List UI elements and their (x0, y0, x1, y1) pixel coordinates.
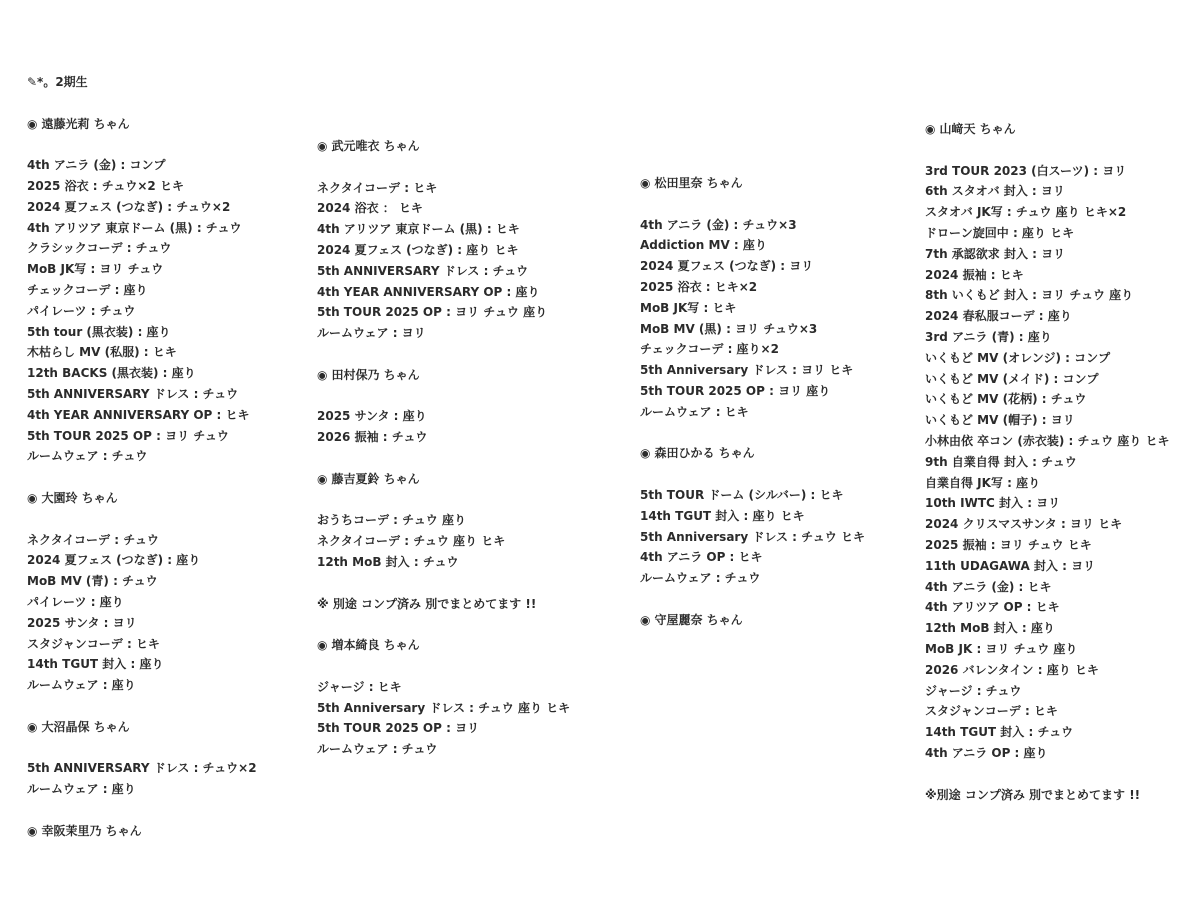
list-item: 14th TGUT 封入 : 座り (27, 657, 164, 672)
member-heading (640, 443, 920, 464)
member-heading (640, 173, 920, 194)
spacer (317, 490, 617, 511)
list-item: 5th ANNIVERSARY ドレス : チュウ×2 (27, 761, 257, 776)
member-name: 山﨑天 ちゃん (939, 122, 1016, 136)
list-item: いくもど MV (オレンジ) : コンプ (925, 350, 1111, 365)
list-item: スタジャンコーデ : ヒキ (27, 636, 160, 651)
list-item: 10th IWTC 封入 : ヨリ (925, 496, 1061, 511)
list-item: ネクタイコーデ : チュウ 座り ヒキ (317, 534, 506, 549)
member-name: 大沼晶保 ちゃん (41, 719, 130, 734)
member-name: 大園玲 ちゃん (41, 490, 118, 505)
list-item: 3rd TOUR 2023 (白スーツ) : ヨリ (925, 163, 1127, 178)
spacer (640, 589, 920, 610)
list-item: 5th TOUR 2025 OP : ヨリ チュウ 座り (317, 305, 548, 320)
member-heading (27, 717, 297, 738)
list-item: 5th Anniversary ドレス : チュウ ヒキ (640, 529, 865, 544)
spacer (27, 134, 297, 155)
list-item: おうちコーデ : チュウ 座り (317, 513, 466, 528)
bullet-circle-icon: ◉ (27, 719, 38, 734)
section-header: ✎*。2期生 (27, 75, 88, 89)
column-2 (317, 136, 617, 760)
member-name: 田村保乃 ちゃん (331, 367, 420, 382)
list-item: 木枯らし MV (私服) : ヒキ (27, 345, 177, 360)
member-name: 守屋麗奈 ちゃん (654, 612, 743, 627)
spacer (640, 423, 920, 444)
bullet-circle-icon: ◉ (317, 139, 328, 153)
member-name: 増本綺良 ちゃん (331, 638, 420, 653)
member-heading (640, 610, 920, 631)
list-item: ルームウェア : チュウ (27, 449, 148, 464)
spacer (317, 448, 617, 469)
spacer (317, 157, 617, 178)
member-heading (317, 136, 617, 157)
list-item: いくもど MV (帽子) : ヨリ (925, 413, 1075, 428)
spacer (27, 509, 297, 530)
spacer (640, 194, 920, 215)
list-item: 2026 振袖 : チュウ (317, 430, 428, 445)
spacer (640, 464, 920, 485)
member-name: 森田ひかる ちゃん (654, 446, 755, 461)
list-item: いくもど MV (メイド) : コンプ (925, 371, 1099, 386)
member-name: 藤吉夏鈴 ちゃん (331, 471, 420, 486)
list-item: 12th MoB 封入 : 座り (925, 621, 1055, 636)
list-item: 5th Anniversary ドレス : ヨリ ヒキ (640, 363, 854, 378)
bullet-circle-icon: ◉ (640, 612, 651, 627)
list-item: 4th YEAR ANNIVERSARY OP : 座り (317, 284, 540, 299)
list-item: MoB JK写 : ヨリ チュウ (27, 262, 164, 277)
member-heading (925, 119, 1195, 140)
list-item: パイレーツ : チュウ (27, 303, 136, 318)
bullet-circle-icon: ◉ (317, 638, 328, 653)
list-item: 11th UDAGAWA 封入 : ヨリ (925, 558, 1096, 573)
list-item: 14th TGUT 封入 : 座り ヒキ (640, 508, 805, 523)
list-item: ネクタイコーデ : ヒキ (317, 180, 438, 195)
list-item: 2024 夏フェス (つなぎ) : 座り ヒキ (317, 242, 519, 257)
spacer (317, 386, 617, 407)
list-item: 4th アリツア 東京ドーム (黒) : チュウ (27, 220, 242, 235)
list-item: クラシックコーデ : チュウ (27, 241, 172, 256)
list-item: 2026 バレンタイン : 座り ヒキ (925, 662, 1099, 677)
spacer (27, 696, 297, 717)
bullet-circle-icon: ◉ (640, 176, 651, 190)
member-heading (27, 821, 297, 842)
list-item: 2024 クリスマスサンタ : ヨリ ヒキ (925, 517, 1123, 532)
list-item: チェックコーデ : 座り×2 (640, 342, 779, 357)
bullet-circle-icon: ◉ (27, 823, 38, 838)
list-item: 4th アニラ OP : 座り (925, 745, 1048, 760)
member-heading (317, 469, 617, 490)
list-item: スタオバ JK写 : チュウ 座り ヒキ×2 (925, 205, 1127, 220)
list-item: 2024 夏フェス (つなぎ) : ヨリ (640, 259, 814, 274)
list-item: パイレーツ : 座り (27, 594, 124, 609)
list-item: ジャージ : チュウ (925, 683, 1022, 698)
bullet-circle-icon: ◉ (27, 116, 38, 131)
list-item: ジャージ : ヒキ (317, 679, 402, 694)
list-item: 2025 サンタ : 座り (317, 409, 427, 424)
list-item: 4th YEAR ANNIVERSARY OP : ヒキ (27, 407, 250, 422)
list-item: 4th アリツア 東京ドーム (黒) : ヒキ (317, 222, 520, 237)
list-item: ドローン旋回中 : 座り ヒキ (925, 225, 1075, 240)
list-item: MoB JK写 : ヒキ (640, 300, 737, 315)
list-item: ルームウェア : 座り (27, 678, 136, 693)
member-name: 遠藤光莉 ちゃん (41, 116, 130, 131)
list-item: 5th tour (黒衣装) : 座り (27, 324, 171, 339)
list-item: 4th アリツア OP : ヒキ (925, 600, 1060, 615)
list-item: スタジャンコーデ : ヒキ (925, 704, 1058, 719)
list-item: 7th 承認欲求 封入 : ヨリ (925, 246, 1066, 261)
spacer (925, 140, 1195, 161)
list-item: ルームウェア : ヒキ (640, 404, 749, 419)
list-item: 2025 振袖 : ヨリ チュウ ヒキ (925, 537, 1092, 552)
list-item: MoB MV (黒) : ヨリ チュウ×3 (640, 321, 818, 336)
member-name: 松田里奈 ちゃん (654, 176, 743, 190)
list-item: 4th アニラ OP : ヒキ (640, 550, 763, 565)
list-item: 2024 夏フェス (つなぎ) : チュウ×2 (27, 199, 231, 214)
list-item: 12th MoB 封入 : チュウ (317, 554, 459, 569)
list-item: 2024 春私服コーデ : 座り (925, 309, 1072, 324)
column-4 (925, 119, 1195, 805)
list-item: 5th TOUR 2025 OP : ヨリ (317, 721, 480, 736)
column-3 (640, 173, 920, 631)
list-item: 4th アニラ (金) : ヒキ (925, 579, 1052, 594)
list-item: 8th いくもど 封入 : ヨリ チュウ 座り (925, 288, 1134, 303)
spacer (317, 614, 617, 635)
member-heading (317, 365, 617, 386)
list-item: ルームウェア : チュウ (640, 571, 761, 586)
list-item: 14th TGUT 封入 : チュウ (925, 725, 1074, 740)
bullet-circle-icon: ◉ (925, 122, 936, 136)
note-text: ※別途 コンプ済み 別でまとめてます !! (925, 787, 1141, 802)
list-item: ネクタイコーデ : チュウ (27, 532, 159, 547)
bullet-circle-icon: ◉ (317, 471, 328, 486)
spacer (27, 93, 297, 114)
list-item: MoB JK : ヨリ チュウ 座り (925, 641, 1078, 656)
list-item: 2024 浴衣 ： ヒキ (317, 201, 423, 216)
list-item: 3rd アニラ (青) : 座り (925, 329, 1052, 344)
spacer (317, 344, 617, 365)
list-item: 6th スタオバ 封入 : ヨリ (925, 184, 1065, 199)
list-item: 5th TOUR 2025 OP : ヨリ 座り (640, 383, 831, 398)
list-item: 9th 自業自得 封入 : チュウ (925, 454, 1077, 469)
spacer (317, 656, 617, 677)
list-item: いくもど MV (花柄) : チュウ (925, 392, 1087, 407)
list-item: 5th Anniversary ドレス : チュウ 座り ヒキ (317, 700, 571, 715)
list-item: Addiction MV : 座り (640, 238, 767, 253)
member-heading (317, 635, 617, 656)
list-item: 自業自得 JK写 : 座り (925, 475, 1041, 490)
list-item: ルームウェア : 座り (27, 782, 136, 797)
list-item: 12th BACKS (黒衣装) : 座り (27, 366, 196, 381)
member-heading (27, 488, 297, 509)
spacer (27, 467, 297, 488)
list-item: 小林由依 卒コン (赤衣装) : チュウ 座り ヒキ (925, 433, 1170, 448)
list-item: 4th アニラ (金) : チュウ×3 (640, 217, 797, 232)
bullet-circle-icon: ◉ (27, 490, 38, 505)
list-item: 2024 振袖 : ヒキ (925, 267, 1024, 282)
list-item: 5th ANNIVERSARY ドレス : チュウ (27, 386, 239, 401)
list-item: MoB MV (青) : チュウ (27, 574, 158, 589)
list-item: 2025 浴衣 : ヒキ×2 (640, 279, 758, 294)
bullet-circle-icon: ◉ (317, 367, 328, 382)
column-1 (27, 72, 297, 841)
spacer (317, 573, 617, 594)
list-item: 5th TOUR ドーム (シルバー) : ヒキ (640, 487, 844, 502)
bullet-circle-icon: ◉ (640, 446, 651, 461)
list-item: チェックコーデ : 座り (27, 282, 148, 297)
spacer (27, 738, 297, 759)
list-item: 4th アニラ (金) : コンプ (27, 158, 166, 173)
list-item: 5th ANNIVERSARY ドレス : チュウ (317, 263, 529, 278)
member-name: 幸阪茉里乃 ちゃん (41, 823, 142, 838)
list-item: 2025 サンタ : ヨリ (27, 615, 137, 630)
list-item: ルームウェア : チュウ (317, 742, 438, 757)
spacer (27, 800, 297, 821)
spacer (925, 764, 1195, 785)
member-name: 武元唯衣 ちゃん (331, 139, 420, 153)
list-item: 5th TOUR 2025 OP : ヨリ チュウ (27, 428, 229, 443)
member-heading (27, 114, 297, 135)
list-item: 2025 浴衣 : チュウ×2 ヒキ (27, 178, 184, 193)
list-item: 2024 夏フェス (つなぎ) : 座り (27, 553, 201, 568)
note-text: ※ 別途 コンプ済み 別でまとめてます !! (317, 596, 537, 611)
list-item: ルームウェア : ヨリ (317, 326, 426, 341)
